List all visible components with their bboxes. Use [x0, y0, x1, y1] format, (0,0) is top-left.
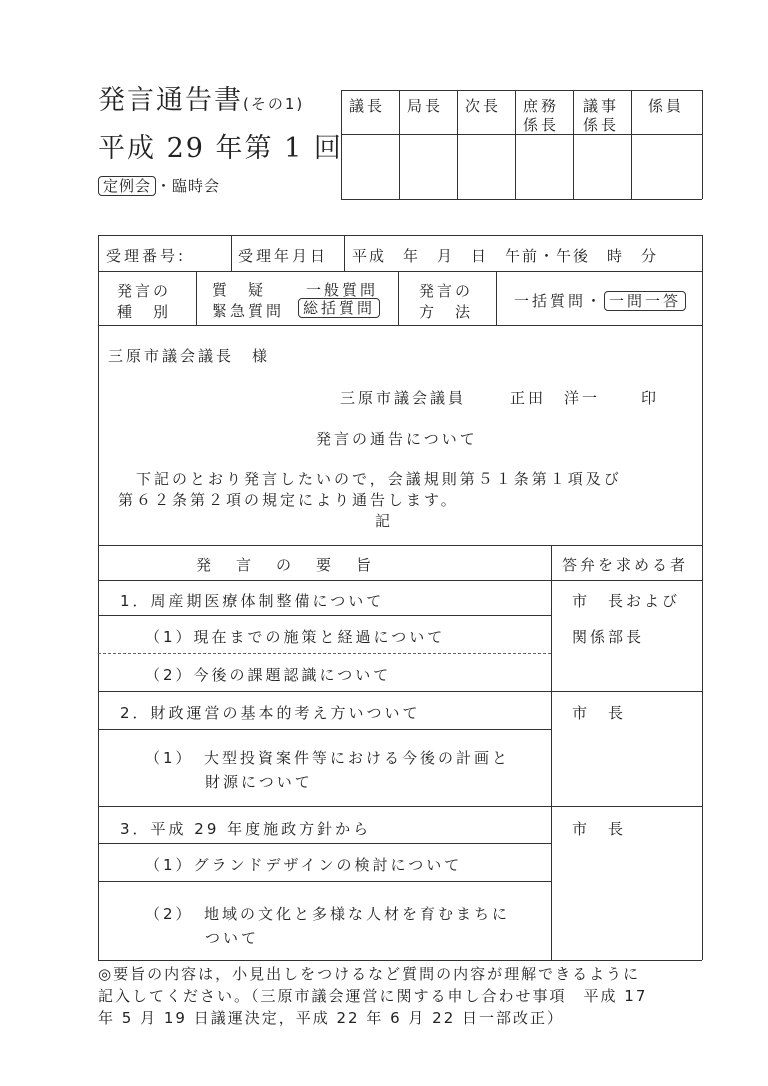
answer-row-1: 市 長および	[572, 592, 681, 610]
session-type-other: 臨時会	[172, 177, 221, 195]
gist-row-2: （1）現在までの施策と経過について	[145, 628, 446, 646]
gist-row-5-cont: 財源について	[205, 773, 313, 791]
document-title	[98, 78, 304, 117]
method-label-2: 方 法	[419, 303, 474, 321]
approval-col-3: 次長	[465, 97, 502, 115]
session-title: 平成 29 年第 1 回	[98, 133, 343, 164]
gist-row-4: 2．財政運営の基本的考え方いついて	[120, 704, 421, 722]
seal-mark: 印	[641, 389, 660, 407]
gist-header: 発 言 の 要 旨	[196, 556, 377, 574]
letter-body-2: 第６２条第２項の規定により通告します。	[118, 491, 459, 509]
title-suffix: (その1)	[243, 95, 305, 113]
gist-row-1: 1．周産期医療体制整備について	[120, 592, 385, 610]
addressee: 三原市議会議長 様	[108, 347, 271, 365]
answer-row-2: 関係部長	[572, 628, 645, 646]
approval-col-6: 係員	[648, 97, 685, 115]
letter-ki: 記	[375, 512, 394, 530]
approval-col-2: 局長	[407, 97, 444, 115]
reception-date-value: 平成 年 月 日 午前・午後 時 分	[352, 247, 659, 265]
answer-header: 答弁を求める者	[562, 556, 689, 574]
approval-col-1: 議長	[349, 97, 386, 115]
gist-row-8: （2） 地域の文化と多様な人材を育むまちに	[145, 905, 511, 923]
kind-label-1: 発言の	[117, 282, 172, 300]
gist-row-3: （2）今後の課題認識について	[145, 666, 392, 684]
method-options	[514, 290, 686, 311]
kind-option-urgent: 緊急質問	[212, 302, 285, 320]
letter-body-1: 下記のとおり発言したいので，会議規則第５１条第１項及び	[136, 470, 622, 488]
kind-option-general-summary-selected: 総括質問	[298, 298, 380, 318]
gist-row-6: 3．平成 29 年度施政方針から	[120, 820, 372, 838]
session-type-sep: ・	[156, 177, 173, 195]
answer-row-6: 市 長	[572, 820, 627, 838]
method-option-batch: 一括質問	[514, 292, 587, 310]
title-text: 発言通告書	[98, 85, 243, 116]
answer-row-4: 市 長	[572, 704, 627, 722]
approval-col-4b: 係長	[523, 116, 560, 134]
gist-row-5: （1） 大型投資案件等における今後の計画と	[145, 749, 511, 767]
method-sep: ・	[586, 292, 605, 310]
footnote-line-3: 年 5 月 19 日議運決定，平成 22 年 6 月 22 日一部改正）	[98, 1009, 565, 1027]
gist-row-8-cont: ついて	[205, 929, 260, 947]
footnote-line-2: 記入してください。（三原市議会運営に関する申し合わせ事項 平成 17	[98, 987, 648, 1005]
sender-name: 正田 洋一	[510, 389, 601, 407]
reception-number-label: 受理番号:	[106, 247, 187, 265]
approval-col-5b: 係長	[583, 116, 620, 134]
method-label-1: 発言の	[419, 282, 474, 300]
session-type-selected: 定例会	[98, 176, 156, 196]
reception-date-label: 受理年月日	[238, 247, 329, 265]
gist-row-7: （1）グランドデザインの検討について	[145, 856, 463, 874]
approval-col-5: 議事	[583, 97, 620, 115]
sender-title: 三原市議会議員	[340, 389, 467, 407]
session-type	[98, 175, 220, 196]
kind-option-general: 一般質問	[306, 281, 379, 299]
kind-label-2: 種 別	[117, 303, 172, 321]
method-option-one-by-one-selected: 一問一答	[604, 291, 686, 311]
letter-subject: 発言の通告について	[316, 430, 478, 448]
kind-option-qa: 質 疑	[212, 281, 267, 299]
approval-col-4: 庶務	[523, 97, 560, 115]
footnote-line-1: ◎要旨の内容は，小見出しをつけるなど質問の内容が理解できるように	[98, 965, 641, 983]
